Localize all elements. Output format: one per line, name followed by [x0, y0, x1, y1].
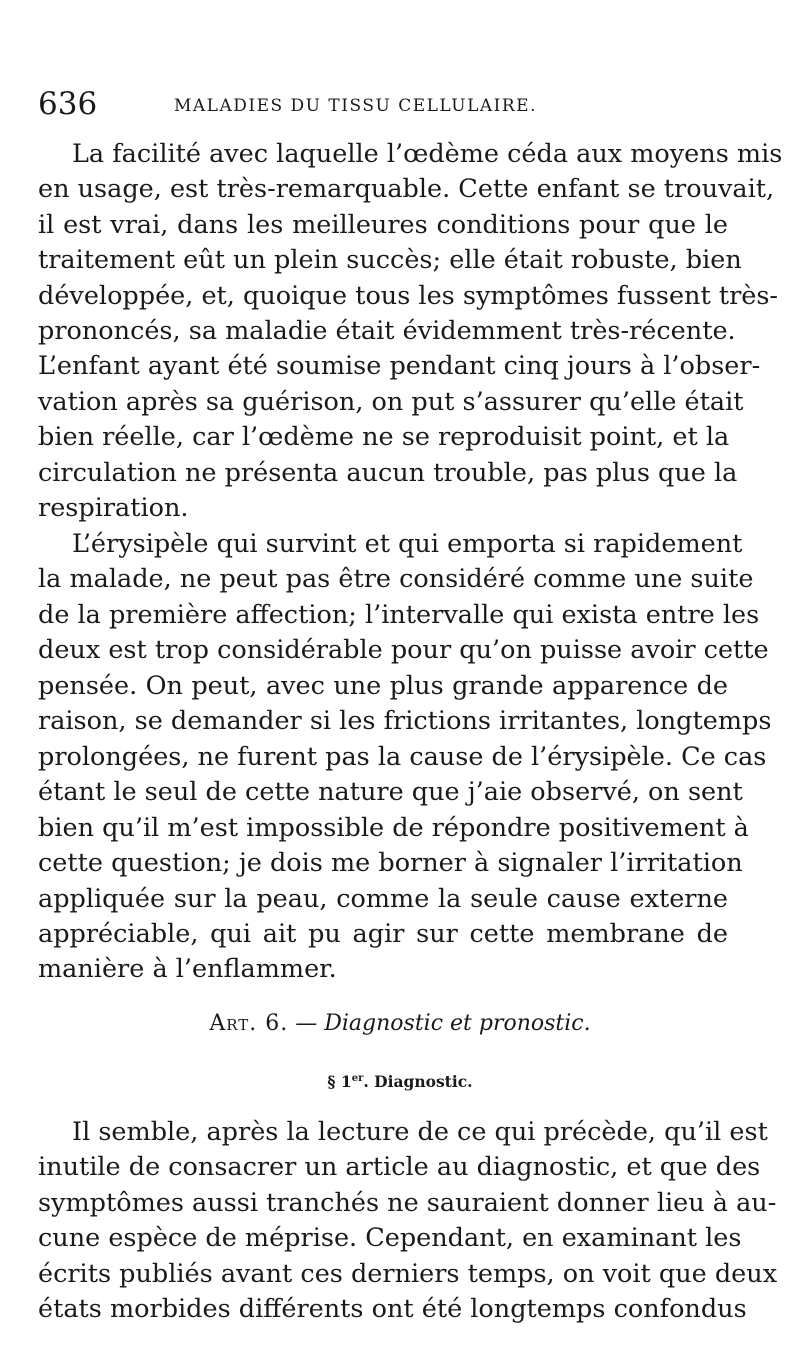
- text-line: écrits publiés avant ces derniers temps, on voit que deux: [38, 1259, 778, 1289]
- text-line: cune espèce de méprise. Cependant, en examinant les: [38, 1223, 742, 1253]
- text-line: en usage, est très-remarquable. Cette enfant se trouvait,: [38, 174, 775, 204]
- article-heading: [0, 1011, 800, 1036]
- text-line: il est vrai, dans les meilleures conditions pour que le: [38, 210, 728, 240]
- text-line: prononcés, sa maladie était évidemment très-récente.: [38, 316, 736, 346]
- text-line: inutile de consacrer un article au diagnostic, et que des: [38, 1152, 761, 1182]
- page-header: [38, 86, 768, 126]
- text-line: étant le seul de cette nature que j’aie observé, on sent: [38, 777, 743, 807]
- section-title: . Diagnostic.: [363, 1072, 473, 1091]
- text-line: L’enfant ayant été soumise pendant cinq jours à l’obser-: [38, 351, 761, 381]
- running-title: MALADIES DU TISSU CELLULAIRE.: [174, 96, 537, 116]
- article-title: — Diagnostic et pronostic.: [295, 1011, 591, 1036]
- text-line: La facilité avec laquelle l’œdème céda aux moyens mis: [72, 139, 783, 169]
- text-line: L’érysipèle qui survint et qui emporta si rapidement: [72, 529, 743, 559]
- section-symbol: § 1: [327, 1072, 352, 1091]
- text-line: bien qu’il m’est impossible de répondre positivement à: [38, 813, 749, 843]
- text-line: manière à l’enflammer.: [38, 954, 337, 984]
- text-line: de la première affection; l’intervalle qui exista entre les: [38, 600, 760, 630]
- section-subheading: [0, 1072, 800, 1091]
- page-number: 636: [38, 86, 98, 122]
- text-line: appréciable, qui ait pu agir sur cette membrane de: [38, 919, 728, 949]
- text-line: cette question; je dois me borner à signaler l’irritation: [38, 848, 743, 878]
- text-line: appliquée sur la peau, comme la seule cause externe: [38, 884, 728, 914]
- text-line: deux est trop considérable pour qu’on puisse avoir cette: [38, 635, 769, 665]
- text-line: prolongées, ne furent pas la cause de l’érysipèle. Ce cas: [38, 742, 767, 772]
- article-label: Art. 6.: [209, 1011, 289, 1036]
- text-line: états morbides différents ont été longtemps confondus: [38, 1294, 747, 1324]
- section-ordinal-suffix: er: [351, 1072, 364, 1084]
- text-line: la malade, ne peut pas être considéré comme une suite: [38, 564, 754, 594]
- text-line: raison, se demander si les frictions irritantes, longtemps: [38, 706, 772, 736]
- text-line: développée, et, quoique tous les symptômes fussent très-: [38, 281, 779, 311]
- text-line: Il semble, après la lecture de ce qui précède, qu’il est: [72, 1117, 768, 1147]
- text-line: vation après sa guérison, on put s’assurer qu’elle était: [38, 387, 744, 417]
- text-line: traitement eût un plein succès; elle était robuste, bien: [38, 245, 742, 275]
- text-line: bien réelle, car l’œdème ne se reproduisit point, et la: [38, 422, 730, 452]
- text-line: symptômes aussi tranchés ne sauraient donner lieu à au-: [38, 1188, 777, 1218]
- text-line: pensée. On peut, avec une plus grande apparence de: [38, 671, 728, 701]
- text-line: respiration.: [38, 493, 189, 523]
- text-line: circulation ne présenta aucun trouble, pas plus que la: [38, 458, 738, 488]
